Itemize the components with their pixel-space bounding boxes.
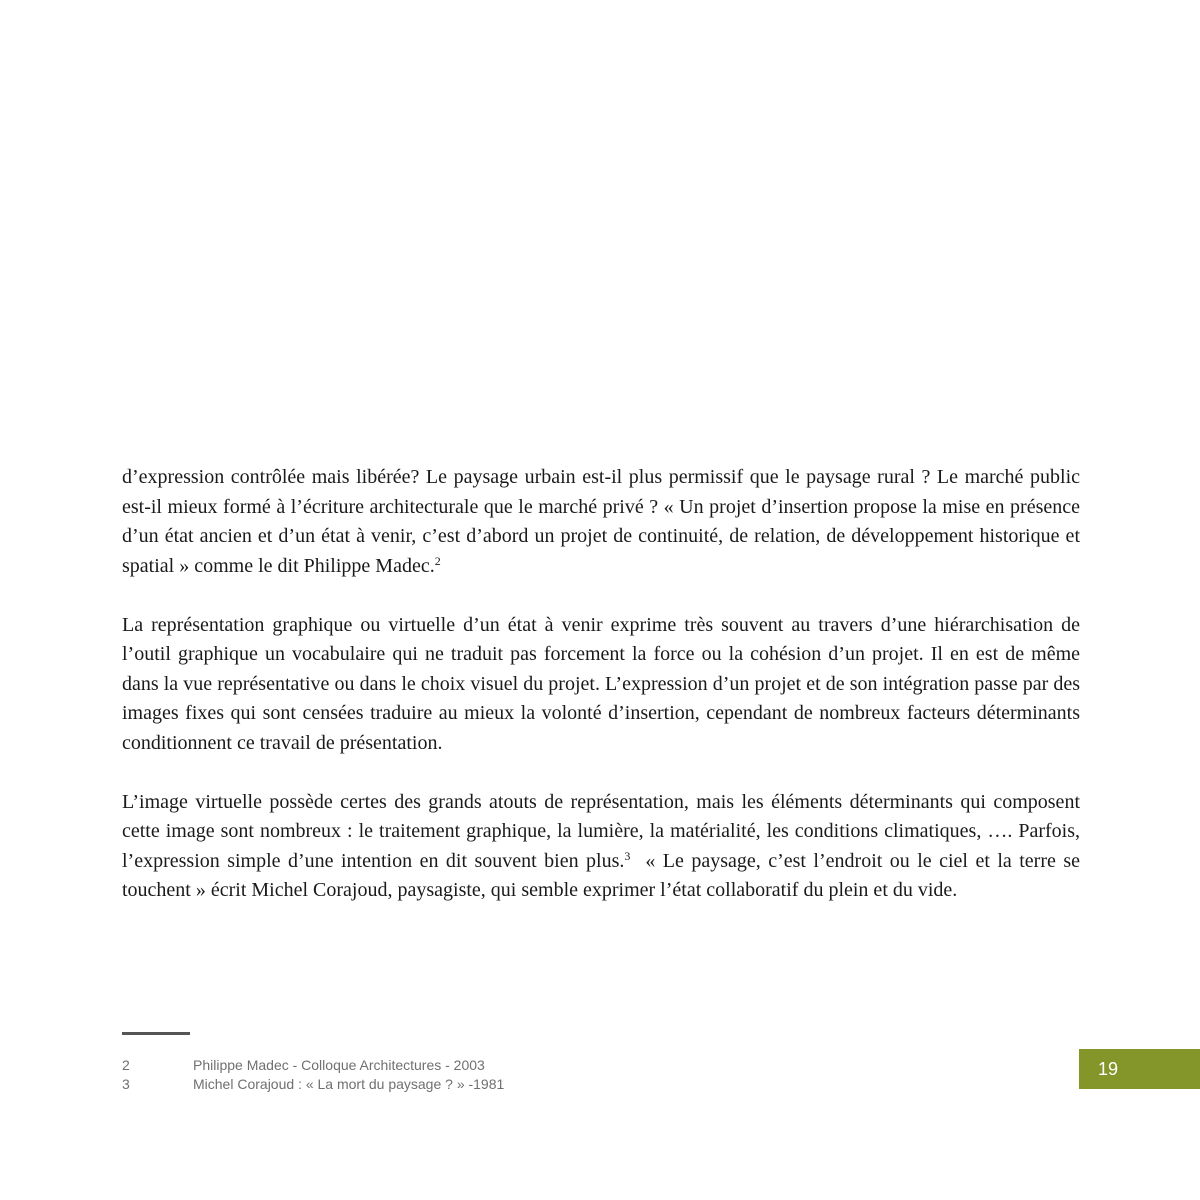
- paragraph-1-text: d’expression contrôlée mais libérée? Le paysage urbain est-il plus permissif que le paysage rural ? Le marché public est-il mieux formé à l’écriture architecturale que le marché privé ? « Un projet d’insertion propose la mise en présence d’un état ancien et d’un état à venir, c’est d’abord un projet de continuité, de relation, de développement historique et spatial » comme le dit Philippe Madec.: [122, 466, 1080, 577]
- footnote-ref-2[interactable]: 2: [434, 553, 441, 568]
- footnote-separator: [122, 1032, 190, 1035]
- paragraph-2: [122, 611, 1080, 759]
- page-number: 19: [1098, 1059, 1119, 1079]
- footnote-ref-3[interactable]: 3: [624, 848, 631, 863]
- paragraph-1: [122, 463, 1080, 581]
- footnote-2: [122, 1056, 504, 1075]
- paragraph-3: [122, 788, 1085, 906]
- paragraph-3-text-after: « Le paysage, c’est l’endroit ou le ciel et la terre se touchent » écrit Michel Corajoud, paysagiste, qui semble exprimer l’état collaboratif du plein et du vide.: [122, 849, 1085, 901]
- main-text: [122, 463, 1085, 906]
- footnote-text: Michel Corajoud : « La mort du paysage ? » -1981: [193, 1076, 505, 1092]
- paragraph-3-text-before: L’image virtuelle possède certes des grands atouts de représentation, mais les éléments déterminants qui composent cette image sont nombreux : le traitement graphique, la lumière, la matérialité, les conditions climatiques, …. Parfois, l’expression simple d’une intention en dit souvent bien plus.: [122, 790, 1080, 872]
- footnote-number: 3: [122, 1076, 130, 1092]
- footnotes: [122, 1056, 504, 1094]
- footnote-3: [122, 1075, 504, 1094]
- footnote-number: 2: [122, 1057, 130, 1073]
- footnote-text: Philippe Madec - Colloque Architectures - 2003: [193, 1057, 485, 1073]
- paragraph-2-text: La représentation graphique ou virtuelle d’un état à venir exprime très souvent au travers d’une hiérarchisation de l’outil graphique un vocabulaire qui ne traduit pas forcement la force ou la cohésion d’un projet. Il en est de même dans la vue représentative ou dans le choix visuel du projet. L’expression d’un projet et de son intégration passe par des images fixes qui sont censées traduire au mieux la volonté d’insertion, cependant de nombreux facteurs déterminants conditionnent ce travail de présentation.: [122, 613, 1080, 754]
